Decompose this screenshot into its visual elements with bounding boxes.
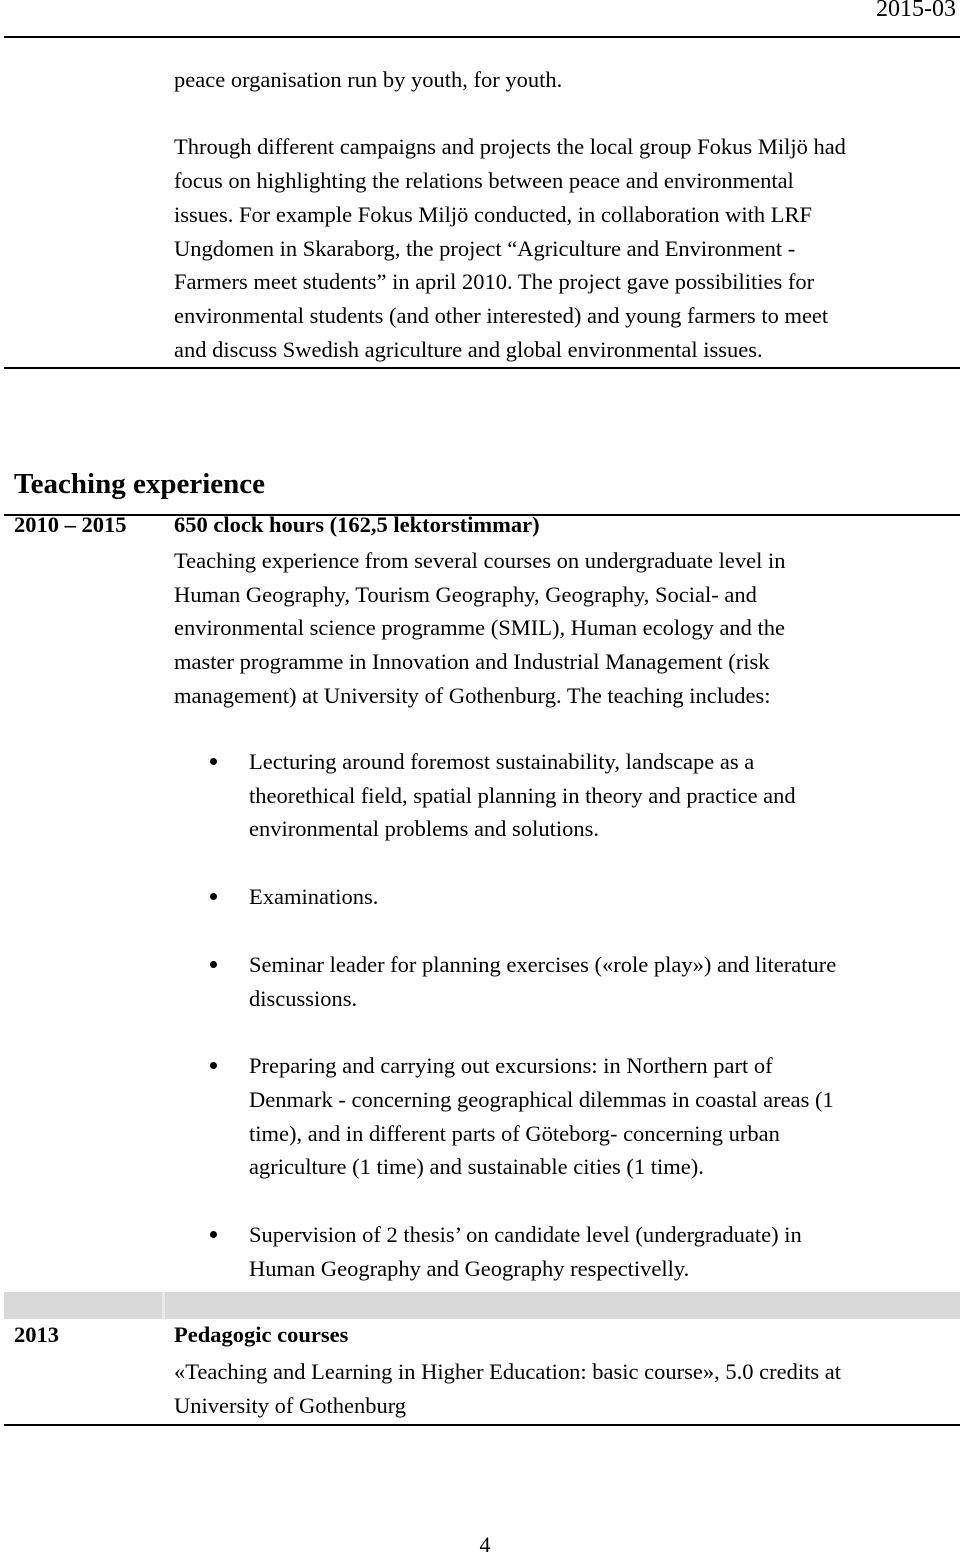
bullet-dot-icon (210, 1062, 217, 1069)
bullet-dot-icon (210, 1231, 217, 1238)
entry-line: University of Gothenburg (174, 1392, 407, 1418)
intro-line: Ungdomen in Skaraborg, the project “Agriculture and Environment - (174, 235, 796, 261)
intro-bottom-divider (4, 367, 960, 369)
bullet-line: Examinations. (249, 884, 379, 910)
entry-line: master programme in Innovation and Industrial Management (risk (174, 649, 770, 675)
top-divider (4, 36, 960, 38)
bullet-item (174, 1218, 954, 1285)
bullet-dot-icon (210, 961, 217, 968)
bottom-divider (4, 1424, 960, 1426)
entry-years: 2010 – 2015 (14, 512, 127, 537)
intro-paragraph (174, 63, 950, 366)
section-title: Teaching experience (14, 468, 266, 500)
intro-line: Through different campaigns and projects the local group Fokus Miljö had (174, 134, 846, 160)
intro-line: and discuss Swedish agriculture and global environmental issues. (174, 336, 763, 362)
bullet-item (174, 1049, 954, 1184)
bullet-line: environmental problems and solutions. (249, 816, 599, 842)
bullet-line: Denmark - concerning geographical dilemmas in coastal areas (1 (249, 1086, 834, 1112)
bullet-item (174, 948, 954, 1015)
table-separator-band (4, 1292, 960, 1319)
entry-description (174, 1355, 950, 1422)
bullet-line: Seminar leader for planning exercises («role play») and literature (249, 951, 837, 977)
intro-line: Farmers meet students” in april 2010. The project gave possibilities for (174, 269, 815, 295)
bullet-line: Preparing and carrying out excursions: in Northern part of (249, 1053, 773, 1079)
intro-line: peace organisation run by youth, for youth. (174, 67, 563, 92)
header-date: 2015-03 (876, 0, 956, 22)
entry-line: Teaching experience from several courses on undergraduate level in (174, 548, 786, 573)
bullet-line: Human Geography and Geography respectivelly. (249, 1255, 690, 1281)
page-number: 4 (479, 1532, 491, 1557)
entry-line: «Teaching and Learning in Higher Education: basic course», 5.0 credits at (174, 1359, 841, 1384)
bullet-item (174, 880, 954, 914)
bullet-line: Supervision of 2 thesis’ on candidate level (undergraduate) in (249, 1222, 802, 1248)
bullet-line: discussions. (249, 985, 358, 1011)
bullet-item (174, 745, 954, 846)
entry-title: 650 clock hours (162,5 lektorstimmar) (174, 512, 540, 537)
entry-line: environmental science programme (SMIL), Human ecology and the (174, 615, 786, 641)
intro-line: focus on highlighting the relations between peace and environmental (174, 168, 794, 194)
entry-line: Human Geography, Tourism Geography, Geography, Social- and (174, 581, 757, 607)
teaching-bullet-list (174, 745, 954, 1319)
entry-description (174, 544, 950, 713)
entry-line: management) at University of Gothenburg. The teaching includes: (174, 682, 771, 708)
intro-line: issues. For example Fokus Miljö conducted, in collaboration with LRF (174, 201, 813, 227)
intro-line: environmental students (and other interested) and young farmers to meet (174, 302, 829, 328)
bullet-line: agriculture (1 time) and sustainable cities (1 time). (249, 1154, 704, 1180)
bullet-line: Lecturing around foremost sustainability, landscape as a (249, 749, 755, 774)
entry-title: Pedagogic courses (174, 1322, 349, 1347)
entry-year: 2013 (14, 1322, 59, 1347)
bullet-dot-icon (210, 893, 217, 900)
bullet-line: time), and in different parts of Göteborg- concerning urban (249, 1120, 780, 1146)
bullet-dot-icon (210, 758, 217, 765)
bullet-line: theorethical field, spatial planning in theory and practice and (249, 782, 796, 808)
